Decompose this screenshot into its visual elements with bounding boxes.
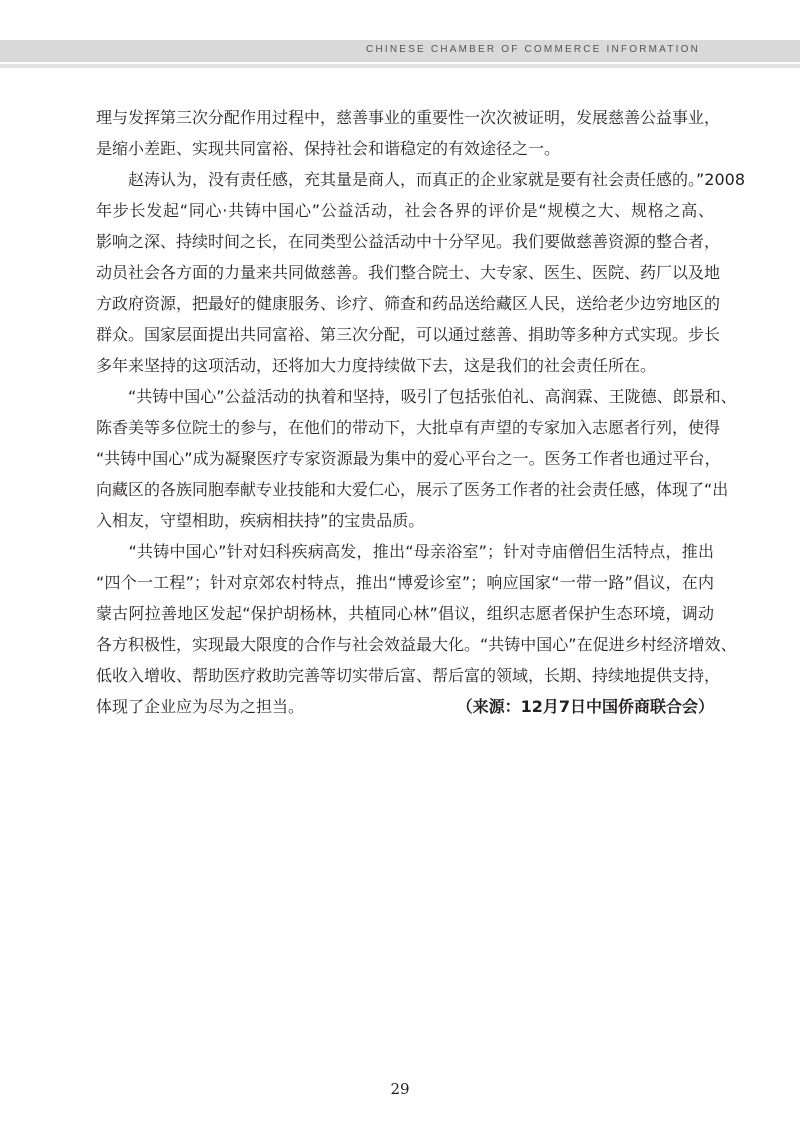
text-line: 方政府资源，把最好的健康服务、诊疗、筛查和药品送给藏区人民，送给老少边穷地区的 [96, 294, 721, 313]
article-body [96, 102, 746, 722]
closing-line [96, 691, 714, 722]
text-line: 陈香美等多位院士的参与，在他们的带动下，大批卓有声望的专家加入志愿者行列，使得 [96, 418, 721, 437]
header-title: CHINESE CHAMBER OF COMMERCE INFORMATION [366, 44, 700, 55]
text-line: 年步长发起“同心·共铸中国心”公益活动，社会各界的评价是“规模之大、规格之高、 [96, 201, 714, 220]
text-line: 赵涛认为，没有责任感，充其量是商人，而真正的企业家就是要有社会责任感的。”2008 [96, 170, 746, 189]
text-line: “共铸中国心”成为凝聚医疗专家资源最为集中的爱心平台之一。医务工作者也通过平台， [96, 449, 721, 468]
text-line: 理与发挥第三次分配作用过程中，慈善事业的重要性一次次被证明，发展慈善公益事业， [96, 108, 721, 127]
text-line: 蒙古阿拉善地区发起“保护胡杨林，共植同心林”倡议，组织志愿者保护生态环境，调动 [96, 604, 714, 623]
source-citation: （来源：12月7日中国侨商联合会） [456, 697, 714, 716]
text-line: 群众。国家层面提出共同富裕、第三次分配，可以通过慈善、捐助等多种方式实现。步长 [96, 325, 721, 344]
text-line: 是缩小差距、实现共同富裕、保持社会和谐稳定的有效途径之一。 [96, 139, 561, 158]
text-line: 各方积极性，实现最大限度的合作与社会效益最大化。“共铸中国心”在促进乡村经济增效、 [96, 635, 737, 654]
text-line: 入相友，守望相助，疾病相扶持”的宝贵品质。 [96, 511, 425, 530]
text-line: 向藏区的各族同胞奉献专业技能和大爱仁心，展示了医务工作者的社会责任感，体现了“出 [96, 480, 729, 499]
text-line: “共铸中国心”公益活动的执着和坚持，吸引了包括张伯礼、高润霖、王陇德、郎景和、 [96, 387, 737, 406]
text-line: “共铸中国心”针对妇科疾病高发，推出“母亲浴室”；针对寺庙僧侣生活特点，推出 [96, 542, 714, 561]
header-divider [0, 64, 800, 68]
text-line: “四个一工程”；针对京郊农村特点，推出“博爱诊室”；响应国家“一带一路”倡议，在内 [96, 573, 714, 592]
text-line: 动员社会各方面的力量来共同做慈善。我们整合院士、大专家、医生、医院、药厂以及地 [96, 263, 721, 282]
text-line: 低收入增收、帮助医疗救助完善等切实带后富、帮后富的领域，长期、持续地提供支持， [96, 666, 721, 685]
text-line: 影响之深、持续时间之长，在同类型公益活动中十分罕见。我们要做慈善资源的整合者， [96, 232, 721, 251]
text-line: 体现了企业应为尽为之担当。 [96, 697, 305, 716]
page-number: 29 [390, 1080, 410, 1098]
text-line: 多年来坚持的这项活动，还将加大力度持续做下去，这是我们的社会责任所在。 [96, 356, 657, 375]
